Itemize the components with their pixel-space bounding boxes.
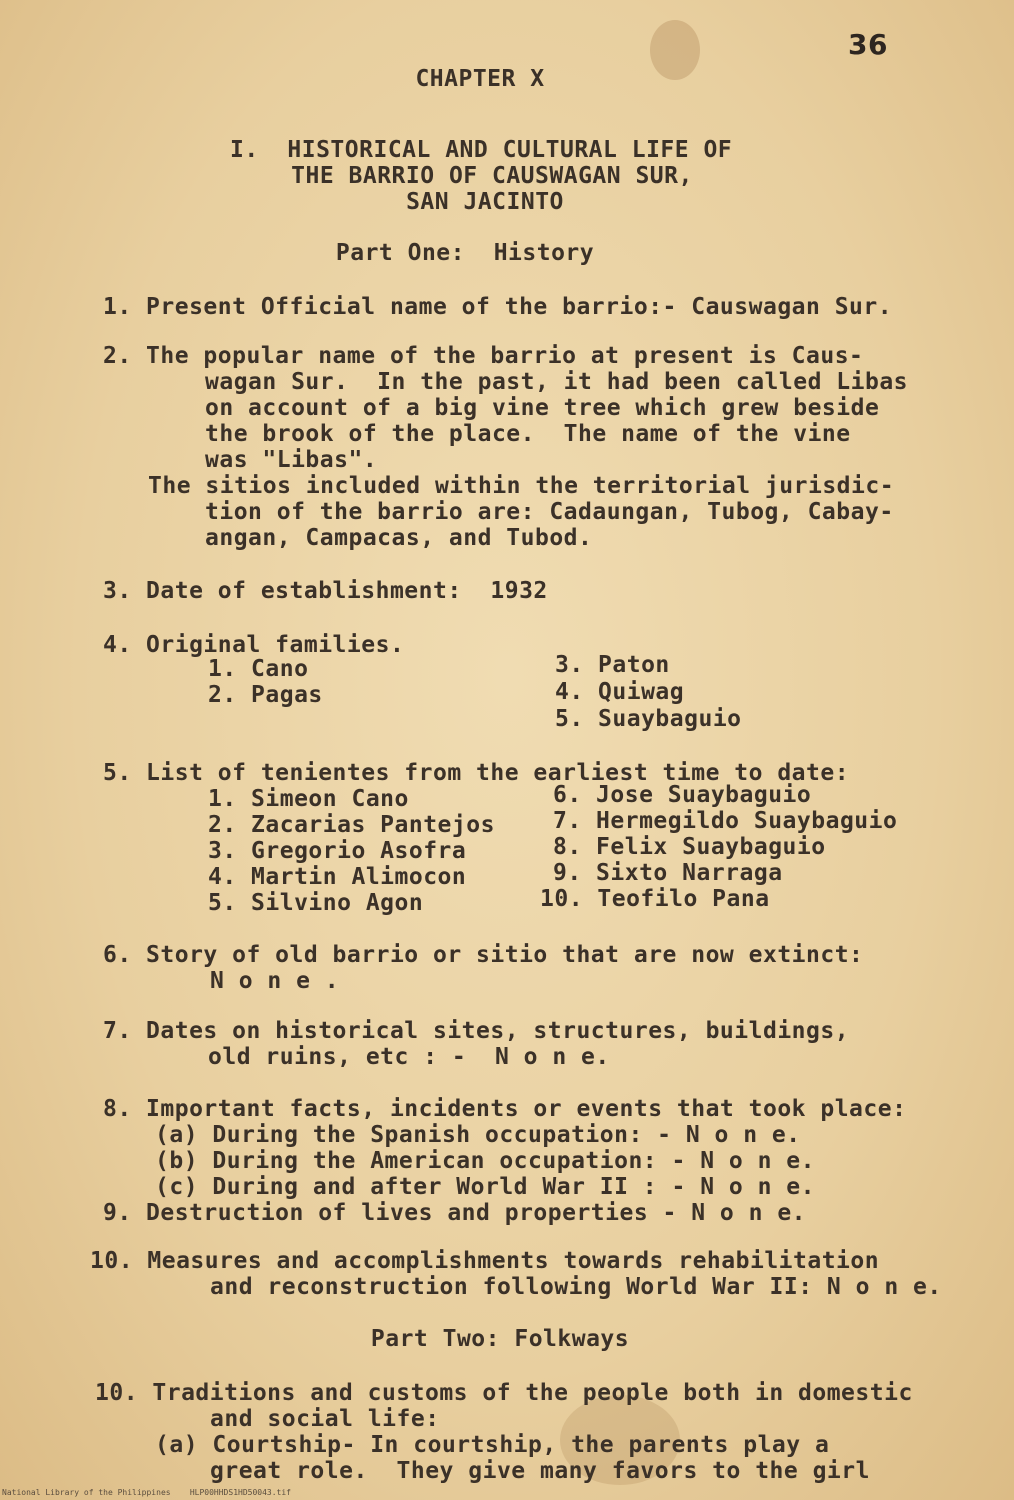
item-8: 8. Important facts, incidents or events that took place: xyxy=(103,1096,907,1122)
teniente-item: 4. Martin Alimocon xyxy=(208,864,467,890)
title-line-3: SAN JACINTO xyxy=(406,189,564,215)
page-number: 36 xyxy=(848,28,888,61)
item-4: 4. Original families. xyxy=(103,632,405,658)
item-2-line: was "Libas". xyxy=(205,447,378,473)
item-8-sub: (b) During the American occupation: - N o n e. xyxy=(155,1148,815,1174)
item-6-answer: N o n e . xyxy=(210,968,340,994)
teniente-item: 10. Teofilo Pana xyxy=(540,886,770,912)
teniente-item: 8. Felix Suaybaguio xyxy=(553,834,826,860)
teniente-item: 7. Hermegildo Suaybaguio xyxy=(553,808,898,834)
item-7-answer: old ruins, etc : - N o n e. xyxy=(208,1044,610,1070)
teniente-item: 6. Jose Suaybaguio xyxy=(553,782,812,808)
item-2-line: on account of a big vine tree which grew beside xyxy=(205,395,880,421)
item-10b-line: and social life: xyxy=(210,1406,440,1432)
item-10: 10. Measures and accomplishments towards rehabilitation xyxy=(90,1248,880,1274)
family-item: 4. Quiwag xyxy=(555,679,685,705)
item-10b-line: great role. They give many favors to the girl xyxy=(210,1458,870,1484)
item-10b-line: (a) Courtship- In courtship, the parents play a xyxy=(155,1432,830,1458)
family-item: 1. Cano xyxy=(208,656,309,682)
teniente-item: 9. Sixto Narraga xyxy=(553,860,783,886)
title-line-1: I. HISTORICAL AND CULTURAL LIFE OF xyxy=(230,137,733,163)
item-9: 9. Destruction of lives and properties - N o n e. xyxy=(103,1200,807,1226)
item-2-line: 2. The popular name of the barrio at present is Caus- xyxy=(103,343,864,369)
family-item: 5. Suaybaguio xyxy=(555,706,742,732)
item-8-sub: (a) During the Spanish occupation: - N o n e. xyxy=(155,1122,801,1148)
item-7: 7. Dates on historical sites, structures, buildings, xyxy=(103,1018,850,1044)
part-one-heading: Part One: History xyxy=(335,240,595,266)
item-8-sub: (c) During and after World War II : - N o n e. xyxy=(155,1174,815,1200)
item-1: 1. Present Official name of the barrio:- Causwagan Sur. xyxy=(103,294,893,320)
title-line-2: THE BARRIO OF CAUSWAGAN SUR, xyxy=(291,163,693,189)
part-two-heading: Part Two: Folkways xyxy=(370,1326,630,1352)
family-item: 2. Pagas xyxy=(208,682,323,708)
item-2-sitios-line: tion of the barrio are: Cadaungan, Tubog, Cabay- xyxy=(205,499,894,525)
item-6: 6. Story of old barrio or sitio that are now extinct: xyxy=(103,942,864,968)
item-10b: 10. Traditions and customs of the people both in domestic xyxy=(95,1380,913,1406)
teniente-item: 3. Gregorio Asofra xyxy=(208,838,467,864)
teniente-item: 1. Simeon Cano xyxy=(208,786,409,812)
item-2-line: wagan Sur. In the past, it had been called Libas xyxy=(205,369,909,395)
family-item: 3. Paton xyxy=(555,652,670,678)
teniente-item: 2. Zacarias Pantejos xyxy=(208,812,495,838)
chapter-heading: CHAPTER X xyxy=(415,66,545,92)
item-2-sitios-line: The sitios included within the territorial jurisdic- xyxy=(148,473,895,499)
item-5: 5. List of tenientes from the earliest time to date: xyxy=(103,760,850,786)
item-2-sitios-line: angan, Campacas, and Tubod. xyxy=(205,525,593,551)
teniente-item: 5. Silvino Agon xyxy=(208,890,424,916)
scan-footer: National Library of the Philippines HLP00HHDS1HD50043.tif xyxy=(2,1488,291,1497)
item-3: 3. Date of establishment: 1932 xyxy=(103,578,548,604)
item-10-cont: and reconstruction following World War II: N o n e. xyxy=(210,1274,942,1300)
item-2-line: the brook of the place. The name of the vine xyxy=(205,421,851,447)
